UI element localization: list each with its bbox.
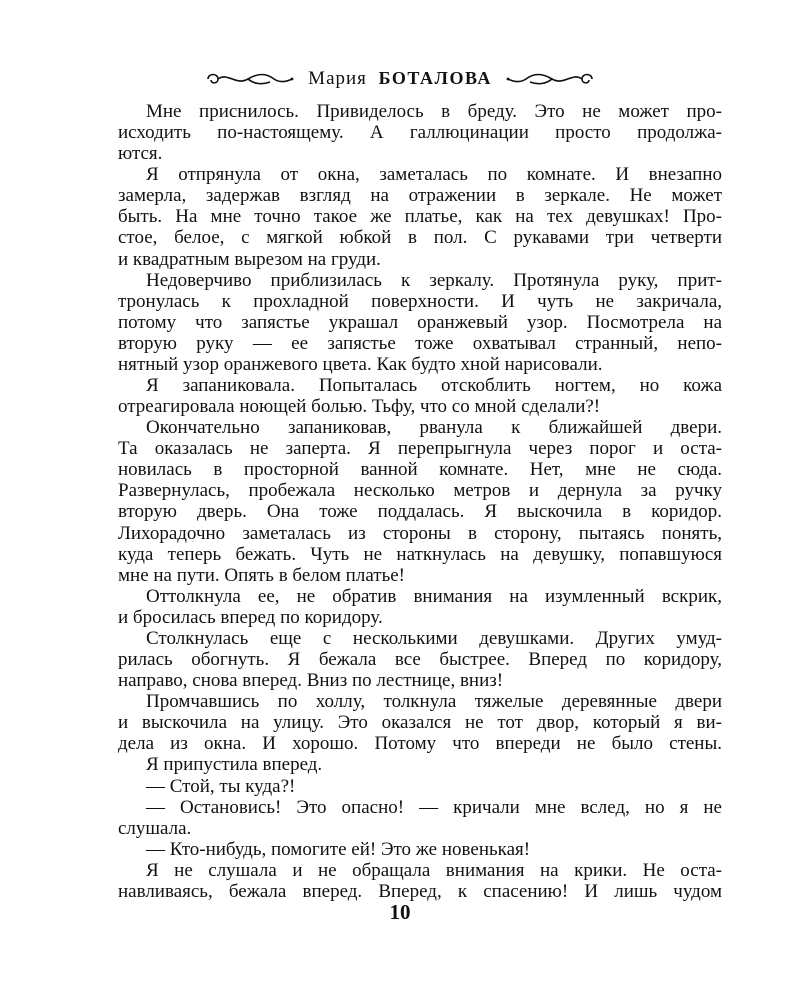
left-flourish-icon [204,69,294,89]
body-text [118,101,722,902]
text-line: потому что запястье украшал оранжевый узор. Посмотрела на [118,311,722,333]
text-line: замерла, задержав взгляд на отражении в зеркале. Не может [118,185,722,207]
text-line: Недоверчиво приблизилась к зеркалу. Протянула руку, прит- [146,269,722,291]
text-line: нятный узор оранжевого цвета. Как будто хной нарисовали. [118,353,603,375]
text-line: Я припустила вперед. [146,754,323,776]
text-line: направо, снова вперед. Вниз по лестнице, вниз! [118,670,504,692]
author-first-name: Мария [308,68,367,89]
text-line: куда теперь бежать. Чуть не наткнулась на девушку, попавшуюся [118,543,722,565]
text-line: Я не слушала и не обращала внимания на крики. Не оста- [146,859,722,881]
text-line: рилась обогнуть. Я бежала все быстрее. Вперед по коридору, [118,649,722,671]
text-line: и квадратным вырезом на груди. [118,248,381,270]
text-line: Столкнулась еще с несколькими девушками. Других умуд- [146,627,722,649]
text-line: навливаясь, бежала вперед. Вперед, к спасению! И лишь чудом [118,880,722,902]
text-line: слушала. [118,817,192,839]
text-line: Лихорадочно заметалась из стороны в сторону, пытаясь понять, [118,522,722,544]
right-flourish-icon [506,69,596,89]
page-number: 10 [389,900,411,924]
text-line: Окончательно запаниковав, рванула к ближайшей двери. [146,417,722,439]
text-line: быть. На мне точно такое же платье, как на тех девушках! Про- [118,206,722,228]
text-line: Промчавшись по холлу, толкнула тяжелые деревянные двери [146,691,722,713]
text-line: Мне приснилось. Привиделось в бреду. Это не может про- [146,101,722,122]
text-line: Я отпрянула от окна, заметалась по комнате. И внезапно [146,164,722,186]
text-line: Оттолкнула ее, не обратив внимания на изумленный вскрик, [146,585,722,607]
text-line: и выскочила на улицу. Это оказался не тот двор, который я ви- [118,712,722,734]
text-line: Та оказалась не заперта. Я перепрыгнула через порог и оста- [118,438,722,460]
text-line: вторую дверь. Она тоже поддалась. Я выскочила в коридор. [118,501,722,523]
text-line: мне на пути. Опять в белом платье! [118,564,405,586]
text-line: вторую руку — ее запястье тоже охватывал странный, непо- [118,332,722,354]
running-header [0,62,800,96]
text-line: Развернулась, пробежала несколько метров и дернула за ручку [118,480,722,502]
text-line: Я запаниковала. Попыталась отскоблить ногтем, но кожа [146,375,722,397]
text-line: новилась в просторной ванной комнате. Нет, мне не сюда. [118,459,722,481]
text-line: ются. [118,143,163,165]
author-last-name: БОТАЛОВА [378,68,492,88]
text-line: — Стой, ты куда?! [146,775,296,797]
text-line: стое, белое, с мягкой юбкой в пол. С рукавами три четверти [118,227,722,249]
text-line: тронулась к прохладной поверхности. И чуть не закричала, [118,290,722,312]
text-line: дела из окна. И хорошо. Потому что впереди не было стены. [118,733,722,755]
text-line: и бросилась вперед по коридору. [118,606,383,628]
text-line: исходить по-настоящему. А галлюцинации просто продолжа- [118,122,722,144]
author-name [308,68,492,90]
text-line: — Кто-нибудь, помогите ей! Это же новенькая! [146,838,531,860]
text-line: — Остановись! Это опасно! — кричали мне вслед, но я не [146,796,722,818]
text-line: отреагировала ноющей болью. Тьфу, что со мной сделали?! [118,396,601,418]
